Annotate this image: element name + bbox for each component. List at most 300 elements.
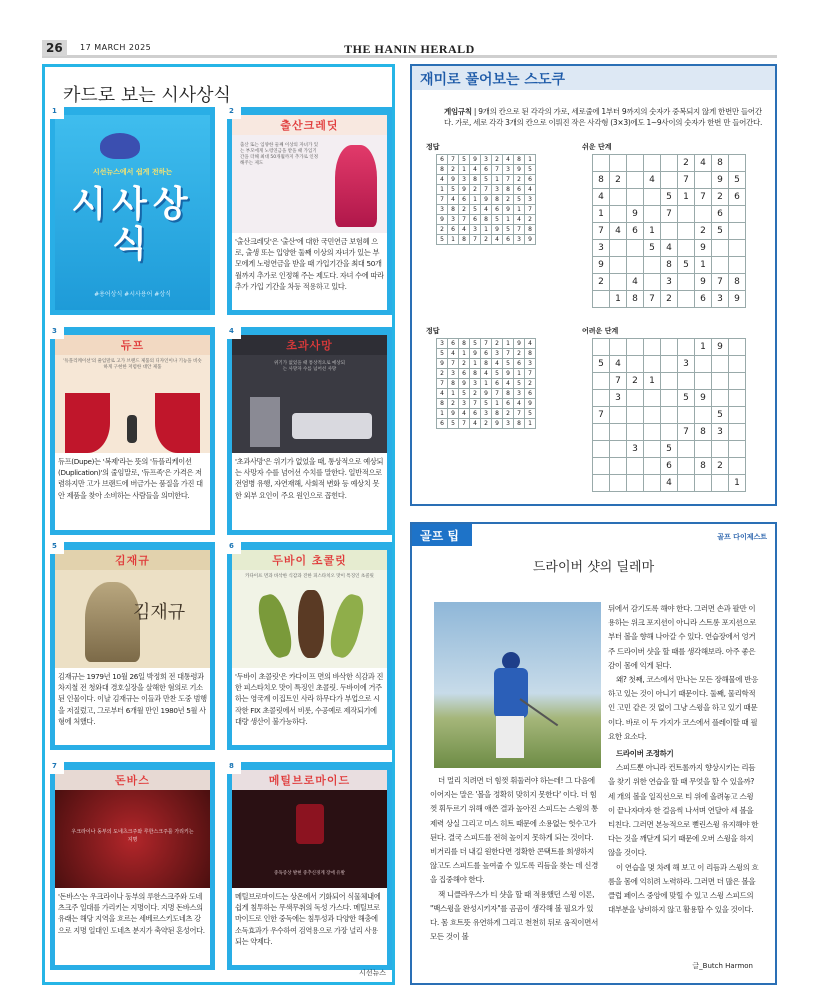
sudoku-cell: 8 — [695, 458, 712, 475]
sudoku-cell — [729, 441, 746, 458]
card-caption: 김재규는 1979년 10월 26일 박정희 전 대통령과 차지철 전 청와대 경호실장을 살해한 혐의로 기소된 인물이다. 이날 김재규는 이들과 만찬 도중 범행을 저질렀고, 그로부터 6개월 만인 1980년 5월 사형에 처했다. — [58, 672, 207, 726]
sudoku-cell: 8 — [525, 349, 536, 359]
sudoku-cell: 1 — [470, 359, 481, 369]
calligraphy-name: 김재규 — [133, 602, 186, 623]
sudoku-cell: 3 — [610, 390, 627, 407]
sudoku-cell: 4 — [481, 205, 492, 215]
sudoku-cell: 8 — [627, 291, 644, 308]
sudoku-cell — [644, 257, 661, 274]
sudoku-cell: 1 — [459, 165, 470, 175]
sudoku-cell: 3 — [470, 379, 481, 389]
sudoku-cell: 1 — [503, 339, 514, 349]
sudoku-cell: 9 — [525, 399, 536, 409]
sudoku-cell: 8 — [593, 172, 610, 189]
sudoku-cell — [678, 407, 695, 424]
sudoku-cell: 5 — [593, 356, 610, 373]
sudoku-cell: 4 — [492, 359, 503, 369]
sudoku-cell — [695, 407, 712, 424]
sudoku-cell: 2 — [481, 235, 492, 245]
sudoku-cell — [644, 458, 661, 475]
sudoku-cell: 9 — [712, 339, 729, 356]
sudoku-cell: 7 — [459, 215, 470, 225]
sudoku-cell: 7 — [459, 419, 470, 429]
sudoku-title: 재미로 풀어보는 스도쿠 — [420, 72, 565, 88]
golfer-legs — [496, 716, 524, 758]
sudoku-cell: 7 — [593, 407, 610, 424]
sudoku-cell: 6 — [525, 175, 536, 185]
sudoku-cell — [610, 475, 627, 492]
card-tags: #용어상식 #시사용어 #상식 — [94, 291, 171, 298]
sudoku-cell: 1 — [729, 475, 746, 492]
card-image-text: 우크라이나 동부의 도네츠크주와 루한스크주를 가리키는 지명 — [71, 829, 194, 843]
sudoku-cell: 5 — [712, 223, 729, 240]
card-title: 두바이 초콜릿 — [272, 554, 347, 567]
sudoku-cell: 8 — [448, 379, 459, 389]
card-4 — [227, 327, 392, 535]
sudoku-cell: 2 — [470, 389, 481, 399]
sudoku-cell: 2 — [514, 175, 525, 185]
card-caption: 듀프(Dupe)는 '복제'라는 뜻의 '듀플리케이션(Duplication)'의 줄임말로, '듀프족'은 가격은 저렴하지만 고가 브랜드에 버금가는 품질을 가진 대안 제품을 찾아 소비하는 사람들을 의미한다. — [58, 457, 203, 500]
sudoku-cell — [644, 206, 661, 223]
golf-tag: 골프 팁 — [412, 524, 472, 546]
sudoku-cell: 4 — [448, 195, 459, 205]
sudoku-cell — [610, 155, 627, 172]
sudoku-cell — [729, 155, 746, 172]
sudoku-cell: 8 — [470, 175, 481, 185]
card-title: 출산크레딧 — [280, 119, 339, 132]
sudoku-cell: 7 — [525, 369, 536, 379]
sudoku-cell — [661, 155, 678, 172]
card-hero-title: 시사상식 — [71, 184, 194, 265]
card-image-text: 중독증상 발현 중추신경계 장애 유발 — [274, 871, 345, 876]
sudoku-cell: 9 — [448, 175, 459, 185]
sudoku-cell: 6 — [712, 206, 729, 223]
sudoku-cell — [644, 407, 661, 424]
gas-canister-icon — [296, 804, 324, 844]
sudoku-cell: 6 — [470, 409, 481, 419]
sudoku-cell: 5 — [661, 441, 678, 458]
card-title: 초과사망 — [286, 339, 333, 352]
sudoku-cell — [678, 240, 695, 257]
sudoku-cell: 3 — [481, 155, 492, 165]
card-title: 듀프 — [120, 339, 145, 352]
sudoku-cell: 1 — [503, 215, 514, 225]
sudoku-cell — [678, 475, 695, 492]
sudoku-cell: 6 — [470, 215, 481, 225]
sudoku-cell: 3 — [678, 356, 695, 373]
sudoku-cell: 9 — [459, 379, 470, 389]
sudoku-cell: 8 — [459, 235, 470, 245]
sudoku-cell — [593, 424, 610, 441]
sudoku-cell: 7 — [481, 185, 492, 195]
sudoku-cell — [729, 458, 746, 475]
sudoku-cell: 1 — [470, 195, 481, 205]
sudoku-cell: 8 — [503, 389, 514, 399]
sudoku-cell: 7 — [661, 206, 678, 223]
card-number: 1 — [50, 107, 64, 119]
sudoku-cell — [627, 257, 644, 274]
sudoku-cell — [678, 206, 695, 223]
sudoku-cell: 3 — [503, 165, 514, 175]
card-image-text: 카다이프 면과 바삭한 식감과 진한 피스타치오 맛이 특징인 초콜릿 — [245, 574, 374, 579]
sudoku-cell: 1 — [459, 349, 470, 359]
sudoku-cell: 4 — [695, 155, 712, 172]
sudoku-cell: 2 — [525, 215, 536, 225]
chocolate-bar-1 — [254, 592, 296, 661]
easy-puzzle-label: 쉬운 단계 — [582, 143, 612, 151]
sudoku-cell — [661, 390, 678, 407]
sudoku-cell: 3 — [525, 359, 536, 369]
sudoku-cell: 3 — [437, 205, 448, 215]
sudoku-cell — [627, 475, 644, 492]
sudoku-cell — [729, 339, 746, 356]
sudoku-cell: 6 — [514, 185, 525, 195]
sudoku-cell: 6 — [627, 223, 644, 240]
sudoku-cell: 4 — [481, 369, 492, 379]
sudoku-cell: 2 — [695, 223, 712, 240]
hard-puzzle-label: 어려운 단계 — [582, 327, 619, 335]
card-3 — [50, 327, 215, 535]
sudoku-cell: 4 — [661, 240, 678, 257]
sudoku-cell: 4 — [514, 215, 525, 225]
sudoku-cell: 1 — [593, 206, 610, 223]
paragraph: 스피드뿐 아니라 컨트롤까지 향상시키는 리듬을 찾기 위한 연습을 할 때 무엇을 할 수 있을까? 세 개의 볼을 일직선으로 티 위에 올려놓고 스윙이 끝나자마자 한 걸음씩 나서며 연달아 세 볼을 티친다. 그러면 본능적으로 뻗린스윙 유지해야 한다는 것을 깨닫게 되기 때문에 오버 스윙을 하지 않을 것이다. — [608, 763, 759, 858]
bottle-icon — [127, 415, 137, 443]
curtain-left — [65, 393, 110, 453]
sudoku-cell: 9 — [459, 185, 470, 195]
sudoku-cell: 8 — [492, 409, 503, 419]
sudoku-cell: 9 — [481, 195, 492, 205]
sudoku-cell: 3 — [503, 419, 514, 429]
sudoku-cell: 6 — [729, 189, 746, 206]
sudoku-cell: 5 — [481, 175, 492, 185]
sudoku-cell — [695, 172, 712, 189]
card-caption: 메틸브로마이드는 상온에서 기화되어 식물체내에 쉽게 침투하는 무색무취의 독성 가스다. 메틸브로마이드로 인한 중독에는 침투성과 다양한 해충에 소독효과가 우수하여 검역용으로 가장 널리 사용되는 약제다. — [235, 892, 381, 946]
sudoku-cell — [610, 206, 627, 223]
sudoku-cell: 4 — [644, 172, 661, 189]
sudoku-cell — [627, 407, 644, 424]
sudoku-cell — [610, 424, 627, 441]
sudoku-cell — [593, 155, 610, 172]
sudoku-cell: 8 — [459, 339, 470, 349]
sudoku-cell: 7 — [644, 291, 661, 308]
sudoku-cell: 6 — [448, 339, 459, 349]
card-image-text: 위기가 없었을 때 통상적으로 예상되는 사망자 수를 넘어선 사망 — [274, 361, 345, 372]
sudoku-cell: 9 — [492, 419, 503, 429]
iv-stand — [250, 397, 280, 447]
sudoku-cell — [644, 356, 661, 373]
sudoku-cell: 3 — [459, 399, 470, 409]
sudoku-cell: 3 — [593, 240, 610, 257]
sudoku-cell: 5 — [448, 419, 459, 429]
sudoku-cell: 7 — [448, 155, 459, 165]
card-number: 7 — [50, 762, 64, 774]
sudoku-cell: 8 — [470, 369, 481, 379]
hard-answer-grid — [436, 338, 536, 429]
curtain-right — [155, 393, 200, 453]
sudoku-cell: 7 — [492, 389, 503, 399]
card-5 — [50, 542, 215, 750]
golf-section — [410, 522, 777, 985]
sudoku-cell: 5 — [470, 205, 481, 215]
sudoku-cell: 5 — [712, 407, 729, 424]
sudoku-cell — [712, 390, 729, 407]
sudoku-cell: 8 — [712, 155, 729, 172]
card-number: 4 — [227, 327, 241, 339]
sudoku-cell: 4 — [610, 223, 627, 240]
sudoku-cell — [627, 424, 644, 441]
sudoku-cell: 5 — [678, 257, 695, 274]
easy-answer-label: 정답 — [426, 143, 440, 151]
sudoku-cell: 3 — [492, 349, 503, 359]
sudoku-cell — [661, 373, 678, 390]
golf-author: 글_Butch Harmon — [692, 962, 753, 970]
sudoku-cell: 5 — [729, 172, 746, 189]
sudoku-cell: 6 — [448, 225, 459, 235]
sudoku-cell: 9 — [492, 225, 503, 235]
card-banner: 시선뉴스에서 쉽게 전하는 — [92, 168, 173, 176]
sudoku-cell: 7 — [492, 165, 503, 175]
sudoku-cell: 6 — [525, 389, 536, 399]
sudoku-cell — [593, 339, 610, 356]
sudoku-cell: 3 — [514, 235, 525, 245]
card-caption: '초과사망'은 위기가 없었을 때, 통상적으로 예상되는 사망자 수를 넘어선 수치를 말한다. 일반적으로 전염병 유행, 자연재해, 사회적 변화 등 예상치 못한 외부 요인이 주요 원인으로 꼽힌다. — [235, 457, 384, 500]
sudoku-cell: 6 — [503, 399, 514, 409]
sudoku-cell: 5 — [481, 399, 492, 409]
octopus-icon — [100, 133, 140, 159]
golf-subhead: 드라이버 조정하기 — [616, 749, 674, 759]
easy-answer-grid — [436, 154, 536, 245]
sudoku-cell — [729, 223, 746, 240]
sudoku-cell: 1 — [514, 205, 525, 215]
sudoku-cell: 8 — [525, 225, 536, 235]
sudoku-rules: 게임규칙 | 9개의 칸으로 된 각각의 가로, 세로줄에 1부터 9까지의 숫자가 중복되지 않게 한번만 들어간다. 가로, 세로 각각 3개의 칸으로 이뤄진 작은 사각형 (3×3)에도 1~9사이의 숫자가 한번 만 들어간다. — [444, 107, 763, 127]
sudoku-cell — [678, 458, 695, 475]
sudoku-cell: 1 — [481, 379, 492, 389]
sudoku-cell: 6 — [492, 205, 503, 215]
sudoku-cell — [627, 172, 644, 189]
sudoku-cell: 2 — [661, 291, 678, 308]
sudoku-cell: 7 — [437, 195, 448, 205]
sudoku-cell: 5 — [459, 155, 470, 165]
sudoku-cell: 7 — [678, 172, 695, 189]
card-number: 3 — [50, 327, 64, 339]
sudoku-cell: 4 — [437, 175, 448, 185]
sudoku-cell: 9 — [470, 155, 481, 165]
sudoku-cell — [627, 339, 644, 356]
golfer-photo — [434, 602, 601, 768]
sudoku-cell: 6 — [459, 195, 470, 205]
page-number: 26 — [42, 40, 67, 56]
sudoku-cell: 1 — [448, 235, 459, 245]
sudoku-cell: 2 — [712, 458, 729, 475]
sudoku-cell: 3 — [448, 215, 459, 225]
sudoku-cell: 3 — [712, 291, 729, 308]
sudoku-cell — [593, 475, 610, 492]
sudoku-cell: 4 — [459, 225, 470, 235]
sudoku-cell: 1 — [492, 175, 503, 185]
sudoku-cell: 1 — [610, 291, 627, 308]
sudoku-cell — [695, 475, 712, 492]
chocolate-bar-3 — [326, 592, 368, 661]
sudoku-cell: 5 — [514, 195, 525, 205]
sudoku-cell: 2 — [514, 349, 525, 359]
sudoku-cell: 4 — [470, 165, 481, 175]
sudoku-cell — [644, 339, 661, 356]
sudoku-cell: 7 — [712, 274, 729, 291]
sudoku-cell: 9 — [729, 291, 746, 308]
sudoku-cell: 2 — [610, 172, 627, 189]
sudoku-cell: 4 — [503, 379, 514, 389]
section-title: 카드로 보는 시사상식 — [63, 85, 231, 106]
sudoku-cell: 2 — [437, 225, 448, 235]
issue-date: 17 MARCH 2025 — [80, 43, 152, 52]
sudoku-cell: 2 — [503, 195, 514, 205]
sudoku-cell — [678, 291, 695, 308]
sudoku-cell — [593, 291, 610, 308]
sudoku-cell — [712, 356, 729, 373]
sudoku-cell — [729, 373, 746, 390]
sudoku-cell: 5 — [678, 390, 695, 407]
sudoku-cell — [644, 274, 661, 291]
sudoku-cell: 2 — [678, 155, 695, 172]
sudoku-cell: 1 — [514, 369, 525, 379]
sudoku-cell: 4 — [514, 399, 525, 409]
sudoku-cell — [593, 458, 610, 475]
sudoku-cell — [627, 189, 644, 206]
paragraph: 더 멀리 치려면 더 힘껏 휘둘러야 하는데! 그 다음에 이어지는 말은 '볼을 정확히 맞히지 못한다' 이다. 더 힘껏 휘두르기 위해 애쓴 결과 높아진 스피드는 스윙의 통제력 상실 그리고 미스 히트 때문에 소용없는 헛수고가 된다. 결국 스피드를 전혀 높이지 못하게 되는 것이다. 비거리를 더 내길 원한다면 정확한 콘택트를 희생하지 않고도 스피드를 높여줄 수 있도록 리듬을 찾는 데 신경을 집중해야 한다. — [430, 776, 598, 885]
sudoku-cell: 2 — [448, 399, 459, 409]
sudoku-cell — [695, 356, 712, 373]
card-number: 5 — [50, 542, 64, 554]
card-image-text: '듀플리케이션'의 줄임말로 고가 브랜드 제품의 디자인이나 기능을 비슷하게 구현한 저렴한 대안 제품 — [63, 359, 202, 370]
sudoku-section — [410, 64, 777, 506]
sudoku-cell: 5 — [492, 215, 503, 225]
sudoku-cell: 5 — [492, 369, 503, 379]
sudoku-cell: 1 — [695, 339, 712, 356]
sudoku-cell: 9 — [695, 274, 712, 291]
sudoku-cell — [729, 356, 746, 373]
sudoku-cell — [610, 274, 627, 291]
sudoku-cell — [661, 356, 678, 373]
sudoku-cell: 6 — [695, 291, 712, 308]
sudoku-cell — [712, 240, 729, 257]
sudoku-cell: 2 — [481, 419, 492, 429]
sudoku-cell — [678, 373, 695, 390]
sudoku-cell: 3 — [437, 339, 448, 349]
card-title: 메틸브로마이드 — [268, 774, 351, 787]
hospital-bed — [292, 413, 372, 439]
sudoku-cell: 9 — [514, 339, 525, 349]
sudoku-cell: 7 — [514, 409, 525, 419]
card-caption: '두바이 초콜릿'은 카다이프 면의 바삭한 식감과 진한 피스타치오 맛이 특징인 초콜릿. 두바이에 거주하는 영국계 이집트인 사라 하무다가 부업으로 시작한 FIX 초콜릿에서 비롯, 수공예로 제작되기에 대량 생산이 불가능하다. — [235, 672, 384, 726]
sudoku-cell — [610, 339, 627, 356]
sudoku-cell — [661, 223, 678, 240]
sudoku-cell: 2 — [492, 155, 503, 165]
sudoku-cell: 9 — [437, 359, 448, 369]
sudoku-cell — [729, 240, 746, 257]
hard-puzzle-grid — [592, 338, 746, 492]
sudoku-cell: 3 — [448, 369, 459, 379]
sudoku-cell: 1 — [525, 155, 536, 165]
card-2 — [227, 107, 392, 315]
card-8 — [227, 762, 392, 970]
sudoku-cell: 9 — [712, 172, 729, 189]
sudoku-cell — [661, 172, 678, 189]
sudoku-cell: 5 — [459, 389, 470, 399]
sudoku-cell: 9 — [695, 390, 712, 407]
sudoku-cell — [627, 390, 644, 407]
sudoku-cell — [593, 373, 610, 390]
sudoku-cell: 1 — [525, 419, 536, 429]
sudoku-cell — [644, 155, 661, 172]
hard-answer-label: 정답 — [426, 327, 440, 335]
sudoku-cell: 6 — [481, 165, 492, 175]
paragraph: 뒤에서 감기도록 해야 한다. 그러면 손과 팔만 이용하는 위크 포지션이 아니라 스트롱 포지션으로부터 볼을 향해 나아갈 수 있다. 연습장에서 엉거주 드라이버 샷을 할 때를 생각해보라. 아주 좋은 감이 몸에 익게 된다. — [608, 604, 757, 670]
sudoku-cell: 7 — [448, 359, 459, 369]
sudoku-cell — [610, 189, 627, 206]
rule-label: 게임규칙 — [444, 107, 472, 116]
sudoku-cell: 3 — [525, 195, 536, 205]
sudoku-cell: 4 — [627, 274, 644, 291]
sudoku-cell: 5 — [514, 379, 525, 389]
sudoku-cell: 1 — [644, 223, 661, 240]
sudoku-cell — [695, 206, 712, 223]
sudoku-cell: 4 — [437, 389, 448, 399]
sudoku-cell: 5 — [503, 225, 514, 235]
card-6 — [227, 542, 392, 750]
sudoku-cell: 3 — [470, 225, 481, 235]
sudoku-cell — [678, 223, 695, 240]
sudoku-cell: 9 — [627, 206, 644, 223]
sudoku-cell — [729, 407, 746, 424]
sudoku-cell: 1 — [678, 189, 695, 206]
sudoku-cell — [678, 274, 695, 291]
sudoku-cell — [610, 240, 627, 257]
sudoku-cell: 9 — [695, 240, 712, 257]
card-news-section — [42, 64, 395, 985]
card-caption: '출산크레딧'은 '출산'에 대한 국민연금 보험혜 으로, 출생 또는 입양한 둘째 이상의 자녀가 있는 부모에게 노령연금을 받을 때 가입기간을 최대 50개월까지 추가로 인정해 주는 제도다. 자녀 수에 따라 추가 가입 기간을 차등 적용하고 있다. — [235, 237, 384, 291]
golf-left-column — [430, 774, 600, 944]
sudoku-cell: 7 — [503, 175, 514, 185]
sudoku-cell: 9 — [525, 235, 536, 245]
sudoku-cell: 1 — [448, 389, 459, 399]
easy-puzzle-grid — [592, 154, 746, 308]
sudoku-cell: 6 — [437, 155, 448, 165]
sudoku-cell — [661, 339, 678, 356]
sudoku-cell — [644, 441, 661, 458]
sudoku-cell: 9 — [503, 205, 514, 215]
sudoku-cell: 7 — [593, 223, 610, 240]
card-1 — [50, 107, 215, 315]
sudoku-cell — [661, 424, 678, 441]
sudoku-cell — [627, 458, 644, 475]
sudoku-cell: 7 — [503, 349, 514, 359]
sudoku-cell: 1 — [481, 225, 492, 235]
sudoku-header — [412, 66, 775, 90]
paragraph: 이 연습을 몇 차례 해 보고 이 리듬과 스윙의 흐름을 몸에 익히려 노력하라. 그러면 더 많은 볼을 클럽 페이스 중앙에 맞힐 수 있고 스윙 스피드의 대부분을 낭비하지 않고 활용할 수 있을 것이다. — [608, 862, 759, 915]
sudoku-cell: 3 — [627, 441, 644, 458]
sudoku-cell — [712, 373, 729, 390]
sudoku-cell: 3 — [492, 185, 503, 195]
sudoku-cell: 9 — [470, 349, 481, 359]
sudoku-cell: 2 — [459, 359, 470, 369]
sudoku-cell: 3 — [459, 175, 470, 185]
sudoku-cell: 4 — [503, 155, 514, 165]
sudoku-cell: 9 — [481, 389, 492, 399]
sudoku-cell: 4 — [459, 409, 470, 419]
sudoku-cell: 7 — [678, 424, 695, 441]
